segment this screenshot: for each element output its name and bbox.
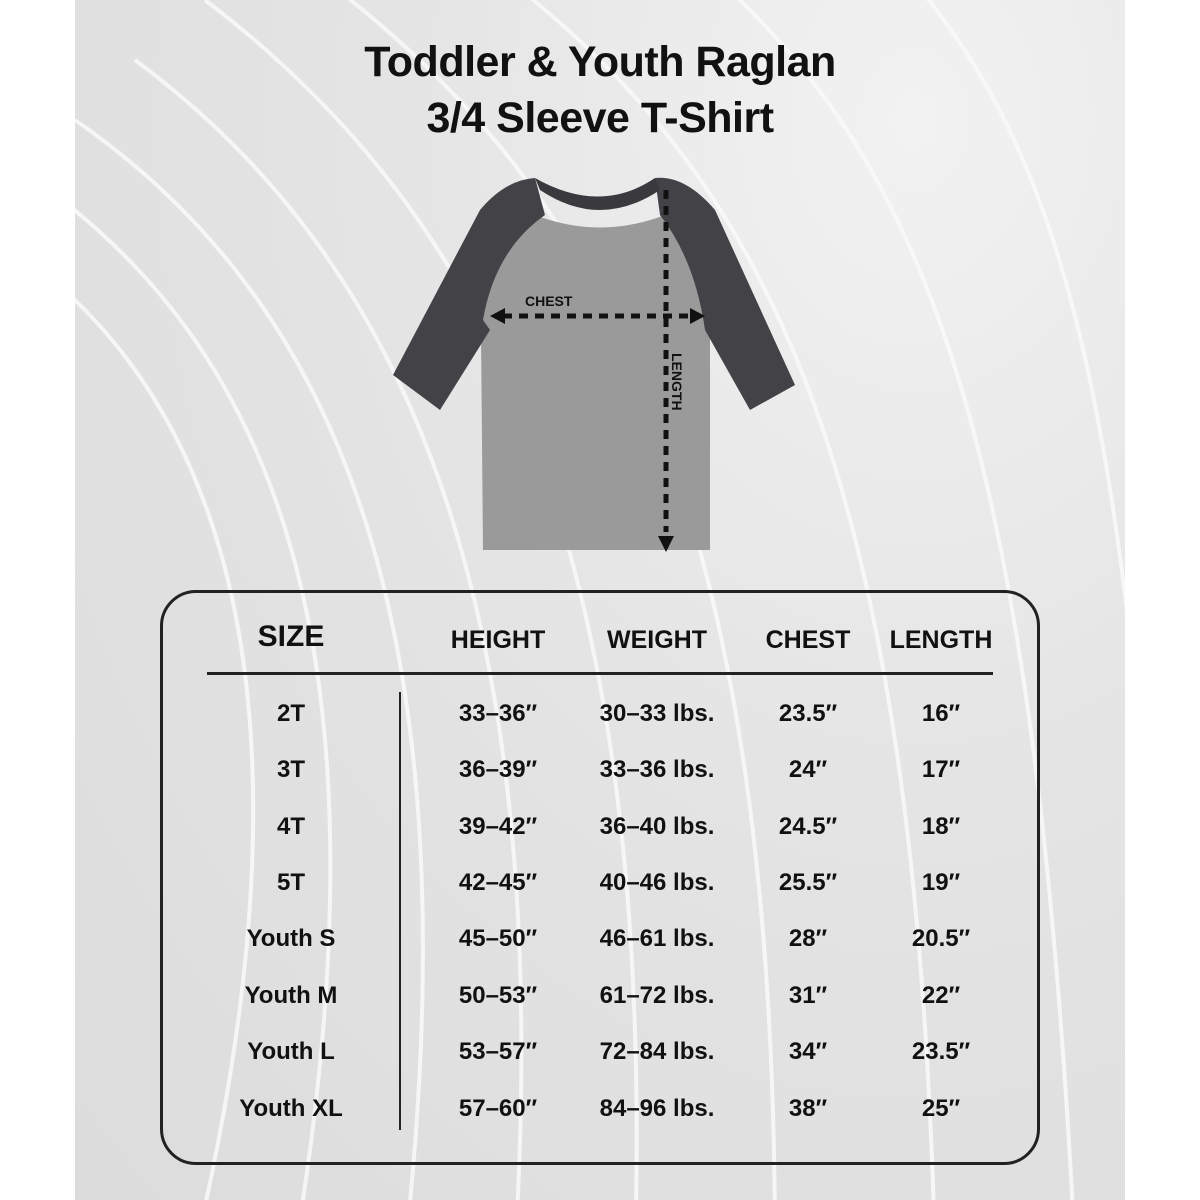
length-label: LENGTH: [669, 353, 685, 411]
cell-weight: 36–40 lbs.: [599, 813, 715, 840]
cell-height: 53–57″: [458, 1038, 538, 1065]
cell-chest: 25.5″: [778, 869, 838, 896]
cell-size: Youth L: [247, 1038, 335, 1065]
cell-weight: 61–72 lbs.: [599, 982, 715, 1009]
cell-weight: 46–61 lbs.: [599, 925, 715, 952]
cell-height: 57–60″: [458, 1095, 538, 1122]
cell-length: 18″: [921, 813, 961, 840]
cell-weight: 40–46 lbs.: [599, 869, 715, 896]
title-line-1: Toddler & Youth Raglan: [364, 38, 836, 86]
cell-chest: 38″: [788, 1095, 828, 1122]
cell-size: 3T: [276, 756, 305, 783]
cell-size: 2T: [276, 700, 305, 727]
cell-length: 16″: [921, 700, 961, 727]
cell-chest: 28″: [788, 925, 828, 952]
header-divider: [207, 672, 993, 675]
cell-weight: 72–84 lbs.: [599, 1038, 715, 1065]
header-length: LENGTH: [889, 626, 993, 654]
cell-height: 50–53″: [458, 982, 538, 1009]
cell-size: Youth XL: [239, 1095, 343, 1122]
cell-chest: 24.5″: [778, 813, 838, 840]
header-chest: CHEST: [765, 626, 851, 654]
cell-weight: 33–36 lbs.: [599, 756, 715, 783]
cell-height: 36–39″: [458, 756, 538, 783]
title-line-2: 3/4 Sleeve T-Shirt: [426, 94, 774, 142]
cell-chest: 24″: [788, 756, 828, 783]
cell-height: 42–45″: [458, 869, 538, 896]
cell-chest: 31″: [788, 982, 828, 1009]
cell-height: 39–42″: [458, 813, 538, 840]
cell-length: 22″: [921, 982, 961, 1009]
cell-chest: 23.5″: [778, 700, 838, 727]
raglan-shirt-diagram: [385, 170, 815, 570]
cell-height: 33–36″: [458, 700, 538, 727]
cell-length: 19″: [921, 869, 961, 896]
cell-size: 4T: [276, 813, 305, 840]
collar: [535, 178, 660, 210]
chest-label: CHEST: [525, 293, 573, 309]
header-weight: WEIGHT: [607, 626, 707, 654]
header-size: SIZE: [257, 620, 325, 653]
cell-weight: 30–33 lbs.: [599, 700, 715, 727]
cell-chest: 34″: [788, 1038, 828, 1065]
cell-size: Youth S: [246, 925, 336, 952]
cell-size: Youth M: [244, 982, 338, 1009]
size-column-divider: [399, 692, 401, 1130]
cell-size: 5T: [276, 869, 305, 896]
cell-weight: 84–96 lbs.: [599, 1095, 715, 1122]
cell-height: 45–50″: [458, 925, 538, 952]
header-height: HEIGHT: [450, 626, 546, 654]
cell-length: 17″: [921, 756, 961, 783]
cell-length: 23.5″: [911, 1038, 971, 1065]
cell-length: 20.5″: [911, 925, 971, 952]
cell-length: 25″: [921, 1095, 961, 1122]
